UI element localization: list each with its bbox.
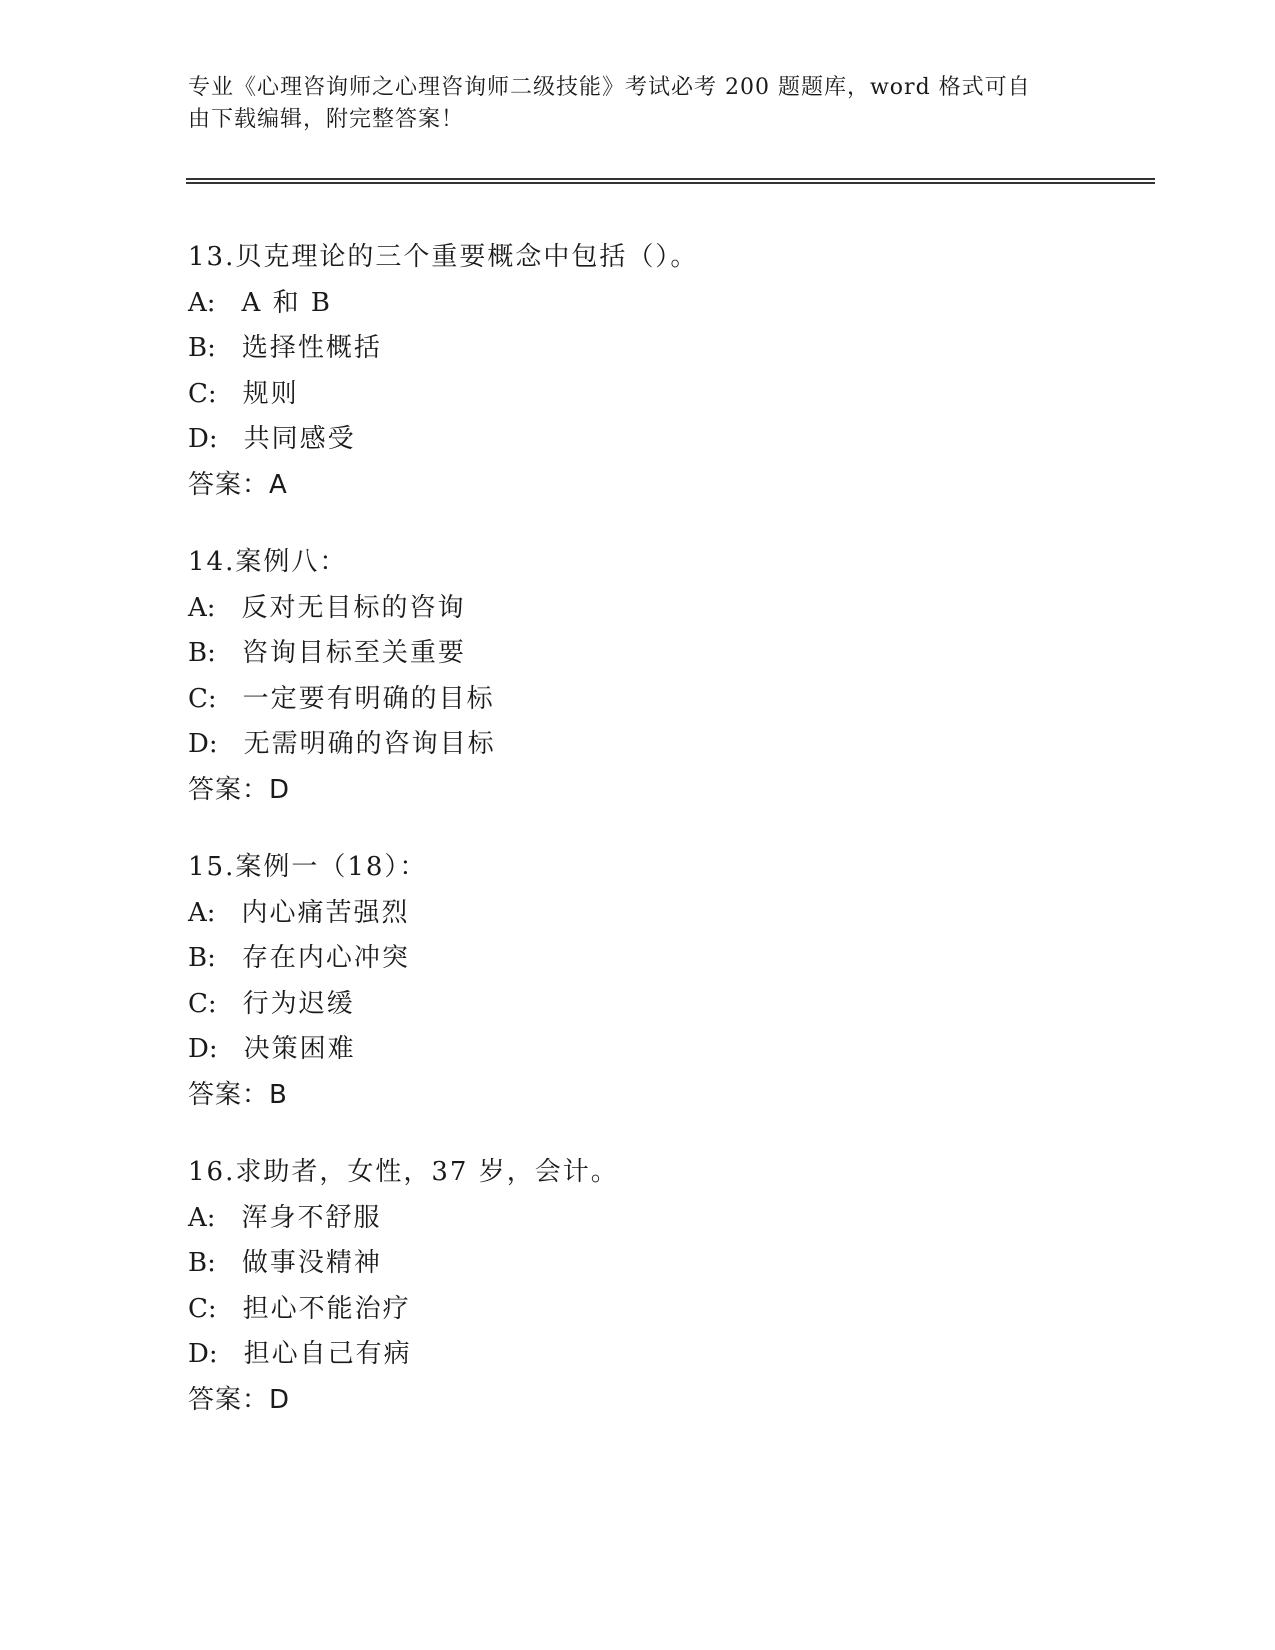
- option-d: [188, 417, 1148, 463]
- option-text: 行为迟缓: [242, 988, 355, 1019]
- option-letter: C:: [188, 988, 217, 1019]
- option-c: [188, 1287, 1148, 1333]
- option-text: 选择性概括: [241, 333, 382, 363]
- answer-line: 答案：A: [188, 469, 288, 500]
- option-letter: D:: [188, 729, 218, 759]
- document-header: [188, 72, 1068, 136]
- option-letter: C:: [188, 1293, 217, 1324]
- header-line-1: 专业《心理咨询师之心理咨询师二级技能》考试必考 200 题题库，word 格式可自: [188, 75, 1031, 100]
- question-stem: 14.案例八：: [188, 547, 348, 577]
- option-text: 规则: [242, 378, 299, 409]
- question-stem: 15.案例一（18）：: [188, 852, 428, 882]
- header-divider: [186, 178, 1155, 184]
- option-text: 担心自己有病: [243, 1339, 412, 1369]
- option-letter: D:: [188, 1339, 218, 1369]
- option-letter: A:: [188, 897, 216, 928]
- option-d: [188, 1332, 1148, 1378]
- option-letter: A:: [188, 592, 216, 623]
- option-b: [188, 936, 1148, 982]
- option-a: [188, 891, 1148, 937]
- option-b: [188, 1241, 1148, 1287]
- question-list: [188, 235, 1148, 1423]
- option-text: 担心不能治疗: [242, 1293, 411, 1324]
- option-letter: A:: [188, 287, 216, 318]
- option-a: [188, 1196, 1148, 1242]
- option-a: [188, 281, 1148, 327]
- option-a: [188, 586, 1148, 632]
- option-text: 咨询目标至关重要: [241, 638, 466, 668]
- option-c: [188, 372, 1148, 418]
- question-16: [188, 1150, 1148, 1423]
- option-letter: B:: [188, 333, 216, 363]
- option-text: 无需明确的咨询目标: [243, 729, 496, 759]
- option-text: 内心痛苦强烈: [241, 897, 410, 928]
- option-letter: C:: [188, 683, 217, 714]
- answer-line: 答案：D: [188, 1384, 291, 1415]
- question-stem: 16.求助者，女性，37 岁，会计。: [188, 1157, 619, 1187]
- option-text: 一定要有明确的目标: [242, 683, 495, 714]
- answer-line: 答案：B: [188, 1079, 288, 1110]
- option-letter: B:: [188, 1248, 216, 1278]
- option-text: A 和 B: [241, 287, 332, 318]
- option-letter: A:: [188, 1202, 216, 1233]
- question-15: [188, 845, 1148, 1118]
- option-letter: B:: [188, 638, 216, 668]
- option-text: 做事没精神: [241, 1248, 382, 1278]
- header-line-2: 由下载编辑，附完整答案！: [188, 107, 465, 132]
- option-letter: D:: [188, 1034, 218, 1064]
- option-d: [188, 1027, 1148, 1073]
- option-b: [188, 326, 1148, 372]
- option-c: [188, 982, 1148, 1028]
- option-letter: C:: [188, 378, 217, 409]
- option-text: 共同感受: [243, 424, 356, 454]
- option-text: 浑身不舒服: [241, 1202, 382, 1233]
- option-b: [188, 631, 1148, 677]
- question-stem: 13.贝克理论的三个重要概念中包括（）。: [188, 242, 699, 272]
- option-letter: D:: [188, 424, 218, 454]
- option-d: [188, 722, 1148, 768]
- option-text: 反对无目标的咨询: [241, 592, 466, 623]
- option-text: 决策困难: [243, 1034, 356, 1064]
- option-letter: B:: [188, 943, 216, 973]
- question-14: [188, 540, 1148, 813]
- option-c: [188, 677, 1148, 723]
- option-text: 存在内心冲突: [241, 943, 410, 973]
- answer-line: 答案：D: [188, 774, 291, 805]
- question-13: [188, 235, 1148, 508]
